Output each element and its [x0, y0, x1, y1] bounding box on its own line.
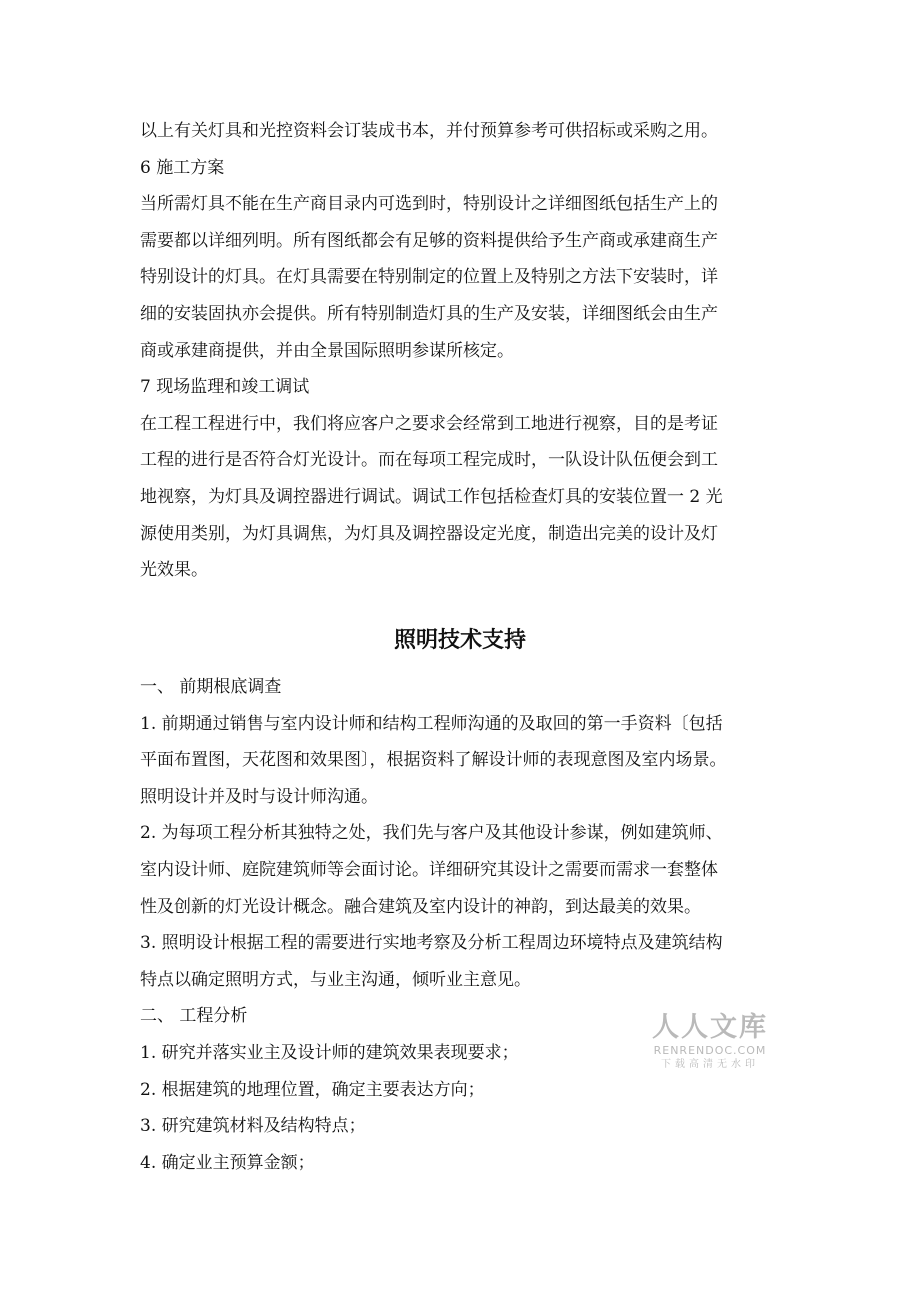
- text-line: 2. 为每项工程分析其独特之处，我们先与客户及其他设计参谋，例如建筑师、: [140, 823, 723, 844]
- watermark-brand: 人人文库: [652, 1012, 768, 1043]
- text-line: 特别设计的灯具。在灯具需要在特别制定的位置上及特别之方法下安装时，详: [140, 267, 718, 288]
- text-line: 二、 工程分析: [140, 1006, 248, 1027]
- text-line: 7 现场监理和竣工调试: [140, 377, 310, 398]
- text-line: 以上有关灯具和光控资料会订装成书本，并付预算参考可供招标或采购之用。: [140, 121, 718, 141]
- watermark-slogan: 下载高清无水印: [661, 1059, 759, 1070]
- text-line: 需要都以详细列明。所有图纸都会有足够的资料提供给予生产商或承建商生产: [140, 230, 718, 251]
- text-line: 照明设计并及时与设计师沟通。: [140, 786, 378, 807]
- watermark-domain: RENRENDOC.COM: [653, 1044, 767, 1057]
- text-line: 性及创新的灯光设计概念。融合建筑及室内设计的神韵，到达最美的效果。: [140, 896, 701, 917]
- text-line: 当所需灯具不能在生产商目录内可选到时，特别设计之详细图纸包括生产上的: [140, 194, 718, 215]
- text-line: 一、 前期根底调查: [140, 677, 282, 697]
- text-line: 地视察，为灯具及调控器进行调试。调试工作包括检查灯具的安装位置一 2 光: [140, 487, 723, 507]
- text-line: 1. 研究并落实业主及设计师的建筑效果表现要求；: [140, 1043, 519, 1063]
- section-title: 照明技术支持: [393, 628, 526, 653]
- text-line: 3. 照明设计根据工程的需要进行实地考察及分析工程周边环境特点及建筑结构: [140, 933, 723, 954]
- text-line: 室内设计师、庭院建筑师等会面讨论。详细研究其设计之需要而需求一套整体: [140, 860, 718, 880]
- text-line: 光效果。: [140, 560, 208, 581]
- text-line: 细的安装固执亦会提供。所有特别制造灯具的生产及安装，详细图纸会由生产: [140, 304, 718, 324]
- text-line: 2. 根据建筑的地理位置，确定主要表达方向；: [140, 1079, 485, 1100]
- text-line: 在工程工程进行中，我们将应客户之要求会经常到工地进行视察，目的是考证: [140, 413, 718, 434]
- text-line: 4. 确定业主预算金额；: [140, 1152, 315, 1173]
- text-line: 特点以确定照明方式，与业主沟通，倾听业主意见。: [140, 969, 531, 990]
- watermark-logo: [640, 1012, 780, 1072]
- text-line: 3. 研究建筑材料及结构特点；: [140, 1116, 366, 1137]
- text-line: 6 施工方案: [140, 157, 225, 178]
- text-line: 商或承建商提供，并由全景国际照明参谋所核定。: [140, 340, 514, 361]
- text-line: 工程的进行是否符合灯光设计。而在每项工程完成时，一队设计队伍便会到工: [140, 450, 718, 471]
- text-line: 平面布置图，天花图和效果图〕，根据资料了解设计师的表现意图及室内场景。: [140, 750, 727, 771]
- text-line: 1. 前期通过销售与室内设计师和结构工程师沟通的及取回的第一手资料〔包括: [140, 713, 723, 734]
- text-line: 源使用类别，为灯具调焦，为灯具及调控器设定光度，制造出完美的设计及灯: [140, 523, 718, 544]
